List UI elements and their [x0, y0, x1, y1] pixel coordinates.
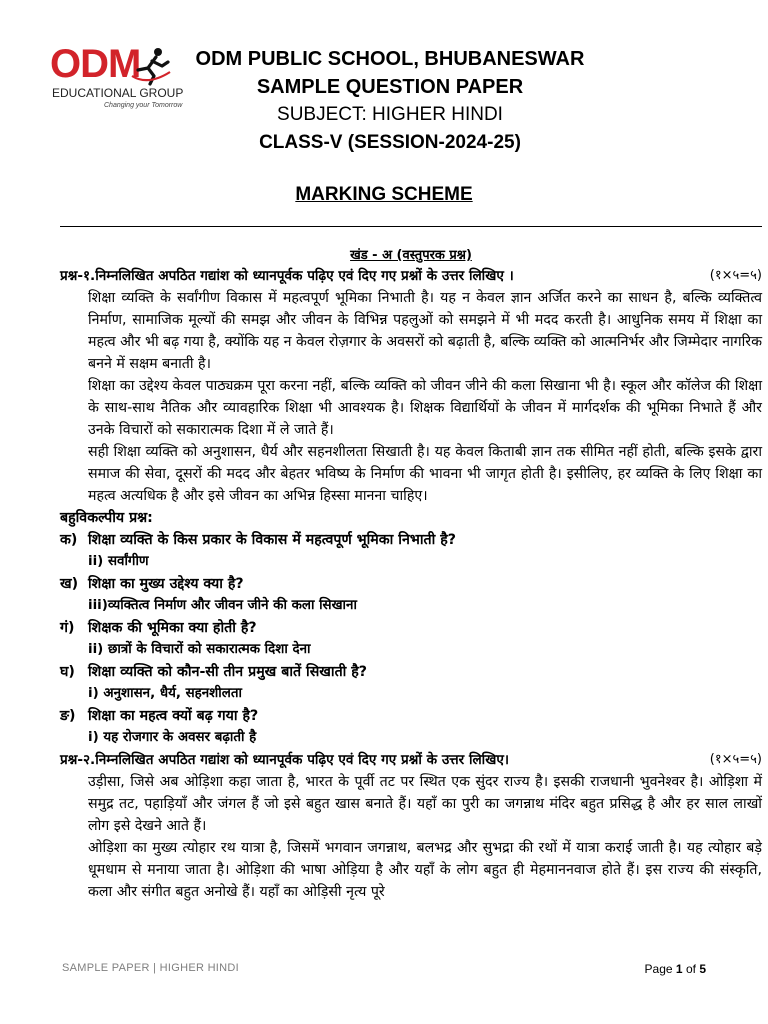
mcq-key: ख) [60, 576, 79, 592]
marking-scheme-title: MARKING SCHEME [295, 184, 473, 205]
question-1-marks: (१×५=५) [709, 268, 762, 283]
mcq-question [60, 705, 762, 727]
mcq-question [60, 573, 762, 595]
page-label: Page [644, 962, 673, 976]
mcq-question [60, 661, 762, 683]
question-2-heading [60, 749, 762, 771]
header-divider [60, 226, 762, 227]
question-2-text: प्रश्न-२.निम्नलिखित अपठित गद्यांश को ध्यानपूर्वक पढ़िए एवं दिए गए प्रश्नों के उत्तर लिखिए। [60, 752, 509, 768]
mcq-question-text: शिक्षक की भूमिका क्या होती है? [88, 620, 257, 636]
mcq-answer: ii) सर्वांगीण [88, 554, 149, 569]
logo-brand: ODM [50, 42, 141, 86]
page-number [645, 962, 706, 976]
mcq-question [60, 529, 762, 551]
q2-passage-paragraph: उड़ीसा, जिसे अब ओड़िशा कहा जाता है, भारत के पूर्वी तट पर स्थित एक सुंदर राज्य है। इसकी राजधानी भुवनेश्वर है। ओड़िशा में समुद्र तट, पहाड़ियाँ और जंगल हैं जो इसे बहुत खास बनाते हैं। यहाँ का पुरी का जगन्नाथ मंदिर बहुत प्रसिद्ध है और हर साल लाखों लोग इसे देखने आते हैं। [88, 774, 762, 834]
question-1-heading [60, 265, 762, 287]
current-page: 1 [675, 962, 683, 976]
runner-icon [128, 46, 172, 86]
mcq-answer: i) अनुशासन, धैर्य, सहनशीलता [88, 686, 242, 701]
mcq-key: ङ) [60, 708, 76, 724]
logo-group-name: EDUCATIONAL GROUP [52, 86, 184, 100]
mcq-heading: बहुविकल्पीय प्रश्न: [60, 510, 153, 526]
school-name: ODM PUBLIC SCHOOL, BHUBANESWAR [195, 48, 585, 70]
mcq-answer: ii) छात्रों के विचारों को सकारात्मक दिशा देना [88, 642, 311, 657]
mcq-answer: i) यह रोजगार के अवसर बढ़ाती है [88, 730, 257, 745]
footer-paper-label: SAMPLE PAPER | HIGHER HINDI [62, 962, 240, 974]
logo-tagline: Changing your Tomorrow [104, 102, 183, 109]
mcq-question-text: शिक्षा व्यक्ति के किस प्रकार के विकास में महत्वपूर्ण भूमिका निभाती है? [88, 532, 456, 548]
of-label: of [685, 962, 696, 976]
mcq-question [60, 617, 762, 639]
paper-title: SAMPLE QUESTION PAPER [256, 76, 524, 98]
mcq-key: गं) [60, 620, 75, 636]
q1-passage-paragraph: शिक्षा का उद्देश्य केवल पाठ्यक्रम पूरा करना नहीं, बल्कि व्यक्ति को जीवन जीने की कला सिखाना भी है। स्कूल और कॉलेज की शिक्षा के साथ-साथ नैतिक और व्यावहारिक शिक्षा भी आवश्यक है। शिक्षक विद्यार्थियों के जीवन में मार्गदर्शक की भूमिका निभाते हैं और उनके विचारों को सकारात्मक दिशा में ले जाते हैं। [88, 378, 762, 438]
section-title: खंड - अ (वस्तुपरक प्रश्न) [350, 248, 472, 263]
mcq-answer: iii)व्यक्तित्व निर्माण और जीवन जीने की कला सिखाना [88, 598, 357, 613]
question-1-text: प्रश्न-१.निम्नलिखित अपठित गद्यांश को ध्यानपूर्वक पढ़िए एवं दिए गए प्रश्नों के उत्तर लिखिए । [60, 268, 514, 284]
mcq-key: घ) [60, 664, 75, 680]
q1-passage-paragraph: सही शिक्षा व्यक्ति को अनुशासन, धैर्य और सहनशीलता सिखाती है। यह केवल किताबी ज्ञान तक सीमित नहीं होती, बल्कि इसके द्वारा समाज की सेवा, दूसरों की मदद और बेहतर भविष्य के निर्माण की भावना भी जागृत होती है। इसीलिए, हर व्यक्ति के लिए शिक्षा का महत्व अत्यधिक है और इसे जीवन का अभिन्न हिस्सा मानना चाहिए। [88, 444, 762, 504]
question-2-marks: (१×५=५) [709, 752, 762, 767]
paper-content [60, 245, 762, 903]
class-session-line: CLASS-V (SESSION-2024-25) [259, 132, 521, 153]
mcq-question-text: शिक्षा व्यक्ति को कौन-सी तीन प्रमुख बातें सिखाती है? [88, 664, 368, 680]
mcq-question-text: शिक्षा का मुख्य उद्देश्य क्या है? [88, 576, 244, 592]
q2-passage-paragraph: ओड़िशा का मुख्य त्योहार रथ यात्रा है, जिसमें भगवान जगन्नाथ, बलभद्र और सुभद्रा की रथों में यात्रा कराई जाती है। यह त्योहार बड़े धूमधाम से मनाया जाता है। ओड़िशा की भाषा ओड़िया है और यहाँ के लोग बहुत ही मेहमाननवाज होते हैं। इस राज्य की संस्कृति, कला और संगीत बहुत अनोखे हैं। यहाँ का ओड़िसी नृत्य पूरे [88, 840, 762, 900]
total-pages: 5 [699, 962, 706, 976]
mcq-key: क) [60, 532, 78, 548]
subject-line: SUBJECT: HIGHER HINDI [277, 104, 503, 125]
q1-passage-paragraph: शिक्षा व्यक्ति के सर्वांगीण विकास में महत्वपूर्ण भूमिका निभाती है। यह न केवल ज्ञान अर्जित करने का साधन है, बल्कि व्यक्तित्व निर्माण, सामाजिक मूल्यों की समझ और जीवन के विभिन्न पहलुओं को समझने में भी मदद करती है। आधुनिक समय में शिक्षा का महत्व और भी बढ़ गया है, क्योंकि यह न केवल रोज़गार के अवसरों को बढ़ाती है, बल्कि व्यक्ति को आत्मनिर्भर और जिम्मेदार नागरिक बनने में सक्षम बनाती है। [88, 290, 762, 372]
school-logo [50, 42, 184, 116]
mcq-question-text: शिक्षा का महत्व क्यों बढ़ गया है? [88, 708, 259, 724]
